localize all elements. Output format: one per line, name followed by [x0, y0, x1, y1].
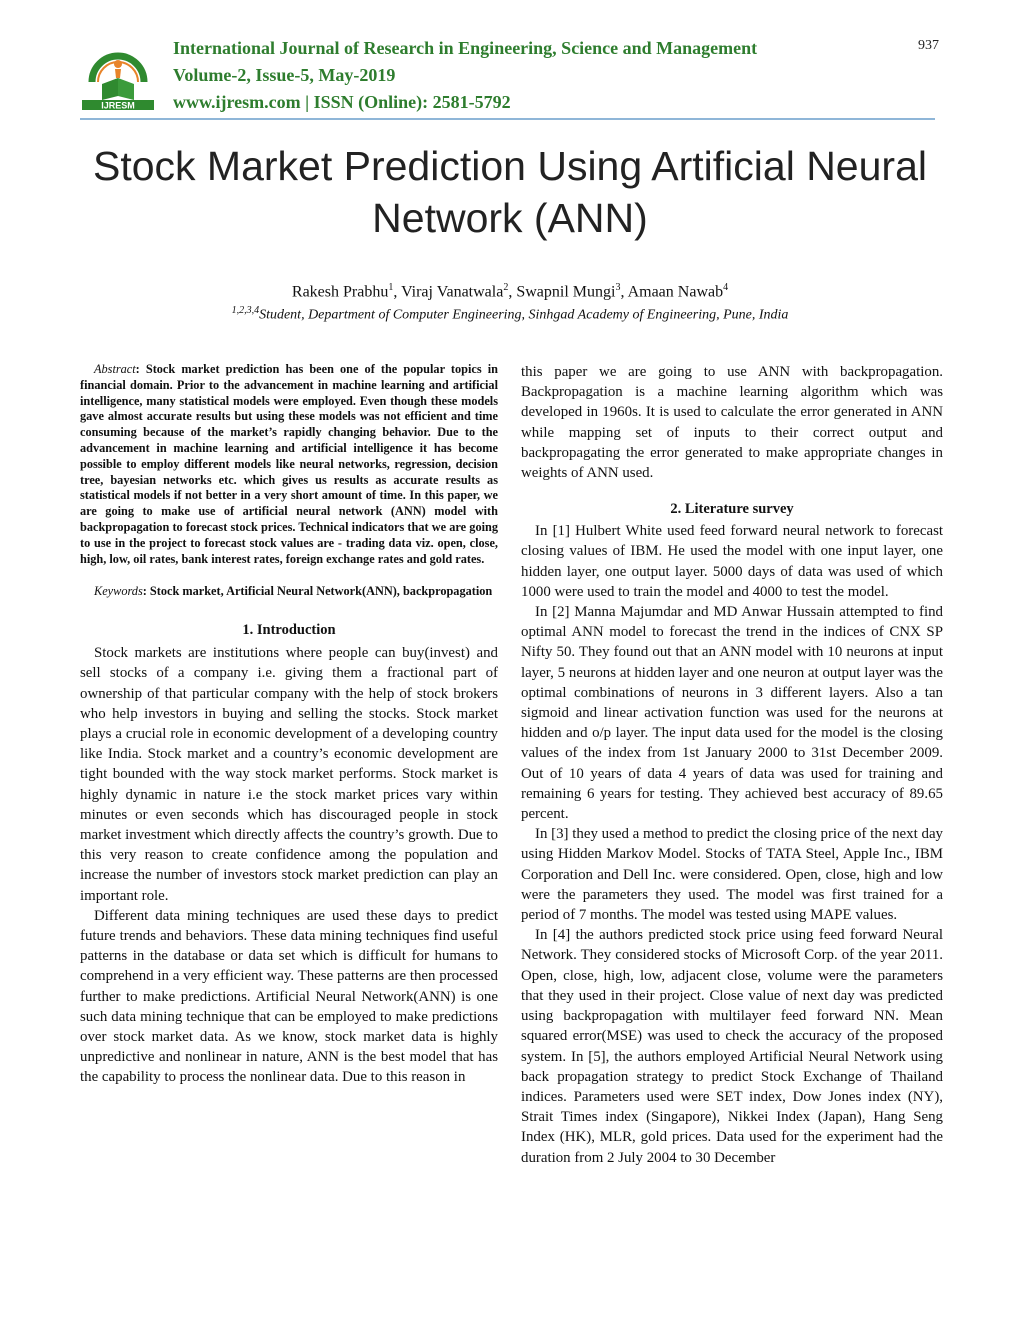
- abstract: [80, 362, 498, 567]
- section-heading-literature-survey: 2. Literature survey: [670, 501, 794, 518]
- volume-issue: Volume-2, Issue-5, May-2019: [173, 65, 396, 85]
- author-name: Amaan Nawab: [627, 283, 724, 301]
- keywords-text: : Stock market, Artificial Neural Network(ANN), backpropagation: [142, 584, 493, 599]
- abstract-text: : Stock market prediction has been one of the popular topics in financial domain. Prior to the advancement in machine learning and artificial intelligence, many statistical models were employed. Even though these models gave almost accurate results but using these models was not efficient and time consuming because of the market’s rapidly changing behavior. Due to the advancement in machine learning and artificial intelligence it has become possible to employ different models like neural networks, regression, decision tree, bayesian networks etc. which gives us results as accurate results as statistical models if not better in a very short amount of time. In this paper, we are going to make use of artificial neural network (ANN) model with backpropagation to forecast stock prices. Technical indicators that we are going to use in the project to forecast stock values are - trading data viz. open, close, high, low, oil rates, bank interest rates, foreign exchange rates and gold rates.: [80, 362, 498, 566]
- keywords: [80, 584, 498, 600]
- author-name: Rakesh Prabhu: [291, 283, 389, 301]
- left-column: [80, 362, 498, 1088]
- header-divider: [80, 118, 935, 120]
- page-number: 937: [918, 38, 939, 53]
- logo-text: IJRESM: [101, 100, 135, 110]
- paper-title: Stock Market Prediction Using Artificial Neural Network (ANN): [93, 143, 927, 241]
- body-paragraph: In [3] they used a method to predict the closing price of the next day using Hidden Markov Model. Stocks of TATA Steel, Apple Inc., IBM Corporation and Dell Inc. were considered. Open, close, high and low were the parameters they used. The model was first trained for a period of 7 months. The model was tested using MAPE values.: [521, 826, 943, 924]
- abstract-label: Abstract: [94, 362, 136, 376]
- author-name: Viraj Vanatwala: [401, 283, 504, 301]
- body-paragraph: In [2] Manna Majumdar and MD Anwar Hussain attempted to find optimal ANN model to forecast the trend in the indices of CNX SP Nifty 50. They found out that an ANN model with 10 neurons at input layer, 5 neurons at hidden layer and one neuron at output layer was the optimal combinations of neurons in 3 different layers. Also a tan sigmoid and linear activation function was used for the neurons at hidden and o/p layer. The input data used for the model is the closing values of the index from 1st January 2000 to 31st December 2009. Out of 10 years of data 4 years of data was used for training and remaining 6 years for testing. They achieved best accuracy of 89.65 percent.: [521, 604, 943, 823]
- author-name: Swapnil Mungi: [516, 283, 616, 301]
- body-paragraph: Different data mining techniques are used these days to predict future trends and behaviors. These data mining techniques find useful patterns in the database or data set which is difficult for humans to comprehend in a very efficient way. These patterns are then processed further to make predictions. Artificial Neural Network(ANN) is one such data mining technique that can be employed to make predictions over stock market data. As we know, stock market data is highly unpredictive and nonlinear in nature, ANN is the best model that has the capability to process the nonlinear data. Due to this reason in: [80, 907, 498, 1086]
- right-column: [521, 362, 943, 1168]
- journal-name: International Journal of Research in Engineering, Science and Management: [173, 38, 758, 58]
- body-paragraph: Stock markets are institutions where people can buy(invest) and sell stocks of a company i.e. giving them a fractional part of ownership of that particular company with the help of stock brokers who help investors in buying and selling the stocks. Stock market plays a crucial role in economic development of a developing country like India. Stock market and a country’s economic development are tight bounded with the way stock market performs. Stock market is highly dynamic in nature i.e the stock market prices vary within minutes or even seconds which has discouraged people in stock market investment which directly affects the country’s growth. Due to this very reason to create confidence among the population and increase the number of investors stock market prediction can play an important role.: [80, 645, 498, 904]
- author-list: Rakesh Prabhu$^1$, Viraj Vanatwala$^2$, Swapnil Mungi$^3$, Amaan Nawab$^4$: [291, 282, 729, 301]
- section-heading-introduction: 1. Introduction: [242, 622, 336, 639]
- website-issn: www.ijresm.com | ISSN (Online): 2581-5792: [173, 92, 511, 112]
- body-paragraph: In [4] the authors predicted stock price using feed forward Neural Network. They considered stocks of Microsoft Corp. of the year 2011. Open, close, high, low, adjacent close, volume were the parameters that they used in their project. Close value of next day was predicted using backpropagation with multilayer feed forward NN. Mean squared error(MSE) was used to check the accuracy of the proposed system. In [5], the authors employed Artificial Neural Network using back propagation strategy to predict Stock Exchange of Thailand indices. Parameters used were SET index, Dow Jones index (NY), Strait Times index (Singapore), Nikkei Index (Japan), Hang Seng Index (HK), MLR, gold prices. Data used for the experiment had the duration from 2 July 2004 to 30 December: [521, 927, 943, 1166]
- body-paragraph: this paper we are going to use ANN with backpropagation. Backpropagation is a machine learning algorithm which was developed in 1960s. It is used to calculate the error generated in ANN while mapping set of inputs to their correct output and backpropagating the error generated to make appropriate changes in weights of ANN used.: [521, 364, 943, 482]
- journal-logo: [82, 38, 154, 110]
- keywords-label: Keywords: [94, 584, 143, 599]
- body-paragraph: In [1] Hulbert White used feed forward neural network to forecast closing values of IBM. He used the model with one input layer, one hidden layer, one output layer. 5000 days of data was used of which 1000 were used to train the model and 4000 to test the model.: [521, 523, 943, 600]
- author-affiliation: $^{1,2,3,4}$Student, Department of Computer Engineering, Sinhgad Academy of Engineering, Pune, India: [231, 305, 789, 323]
